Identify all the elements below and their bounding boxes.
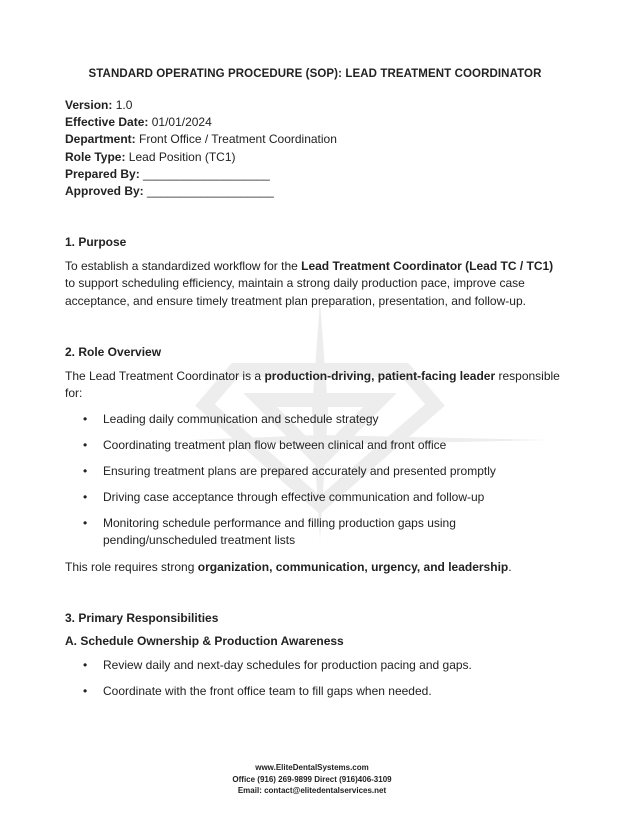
meta-department: Department: Front Office / Treatment Coordination	[65, 132, 337, 147]
list-item: • Leading daily communication and schedule strategy	[65, 411, 565, 428]
document-title: STANDARD OPERATING PROCEDURE (SOP): LEAD TREATMENT COORDINATOR	[88, 68, 542, 80]
responsibilities-list	[65, 657, 565, 700]
section-heading-responsibilities: 3. Primary Responsibilities	[65, 610, 219, 625]
list-item: • Driving case acceptance through effective communication and follow-up	[65, 489, 565, 506]
footer-website: www.EliteDentalSystems.com	[255, 763, 369, 772]
meta-effective-date: Effective Date: 01/01/2024	[65, 115, 212, 130]
footer	[0, 762, 624, 797]
meta-prepared-by: Prepared By: ___________________	[65, 166, 270, 181]
meta-role-type: Role Type: Lead Position (TC1)	[65, 149, 236, 164]
purpose-paragraph: To establish a standardized workflow for the Lead Treatment Coordinator (Lead TC / TC1) to support scheduling efficiency, maintain a strong daily production pace, improve case acceptance, and ensure timely treatment plan preparation, presentation, and follow-up.	[65, 259, 554, 308]
list-item: • Coordinate with the front office team to fill gaps when needed.	[65, 683, 565, 700]
list-item: • Monitoring schedule performance and filling production gaps using pending/unscheduled treatment lists	[65, 515, 565, 549]
subsection-heading-schedule-ownership: A. Schedule Ownership & Production Awareness	[65, 633, 344, 648]
meta-version: Version: 1.0	[65, 98, 133, 112]
role-overview-list	[65, 411, 565, 549]
section-heading-role-overview: 2. Role Overview	[65, 344, 162, 359]
role-overview-intro: The Lead Treatment Coordinator is a production-driving, patient-facing leader responsible for:	[65, 368, 560, 401]
list-item: • Coordinating treatment plan flow between clinical and front office	[65, 437, 565, 454]
footer-phones: Office (916) 269-9899 Direct (916)406-3109	[232, 774, 392, 784]
footer-email: Email: contact@elitedentalservices.net	[237, 786, 387, 795]
list-item: • Ensuring treatment plans are prepared accurately and presented promptly	[65, 463, 565, 480]
list-item: • Review daily and next-day schedules for production pacing and gaps.	[65, 657, 565, 674]
section-heading-purpose: 1. Purpose	[65, 235, 127, 250]
role-overview-closing: This role requires strong organization, communication, urgency, and leadership.	[65, 559, 512, 574]
meta-approved-by: Approved By: ___________________	[65, 184, 274, 199]
metadata-block	[65, 97, 565, 200]
